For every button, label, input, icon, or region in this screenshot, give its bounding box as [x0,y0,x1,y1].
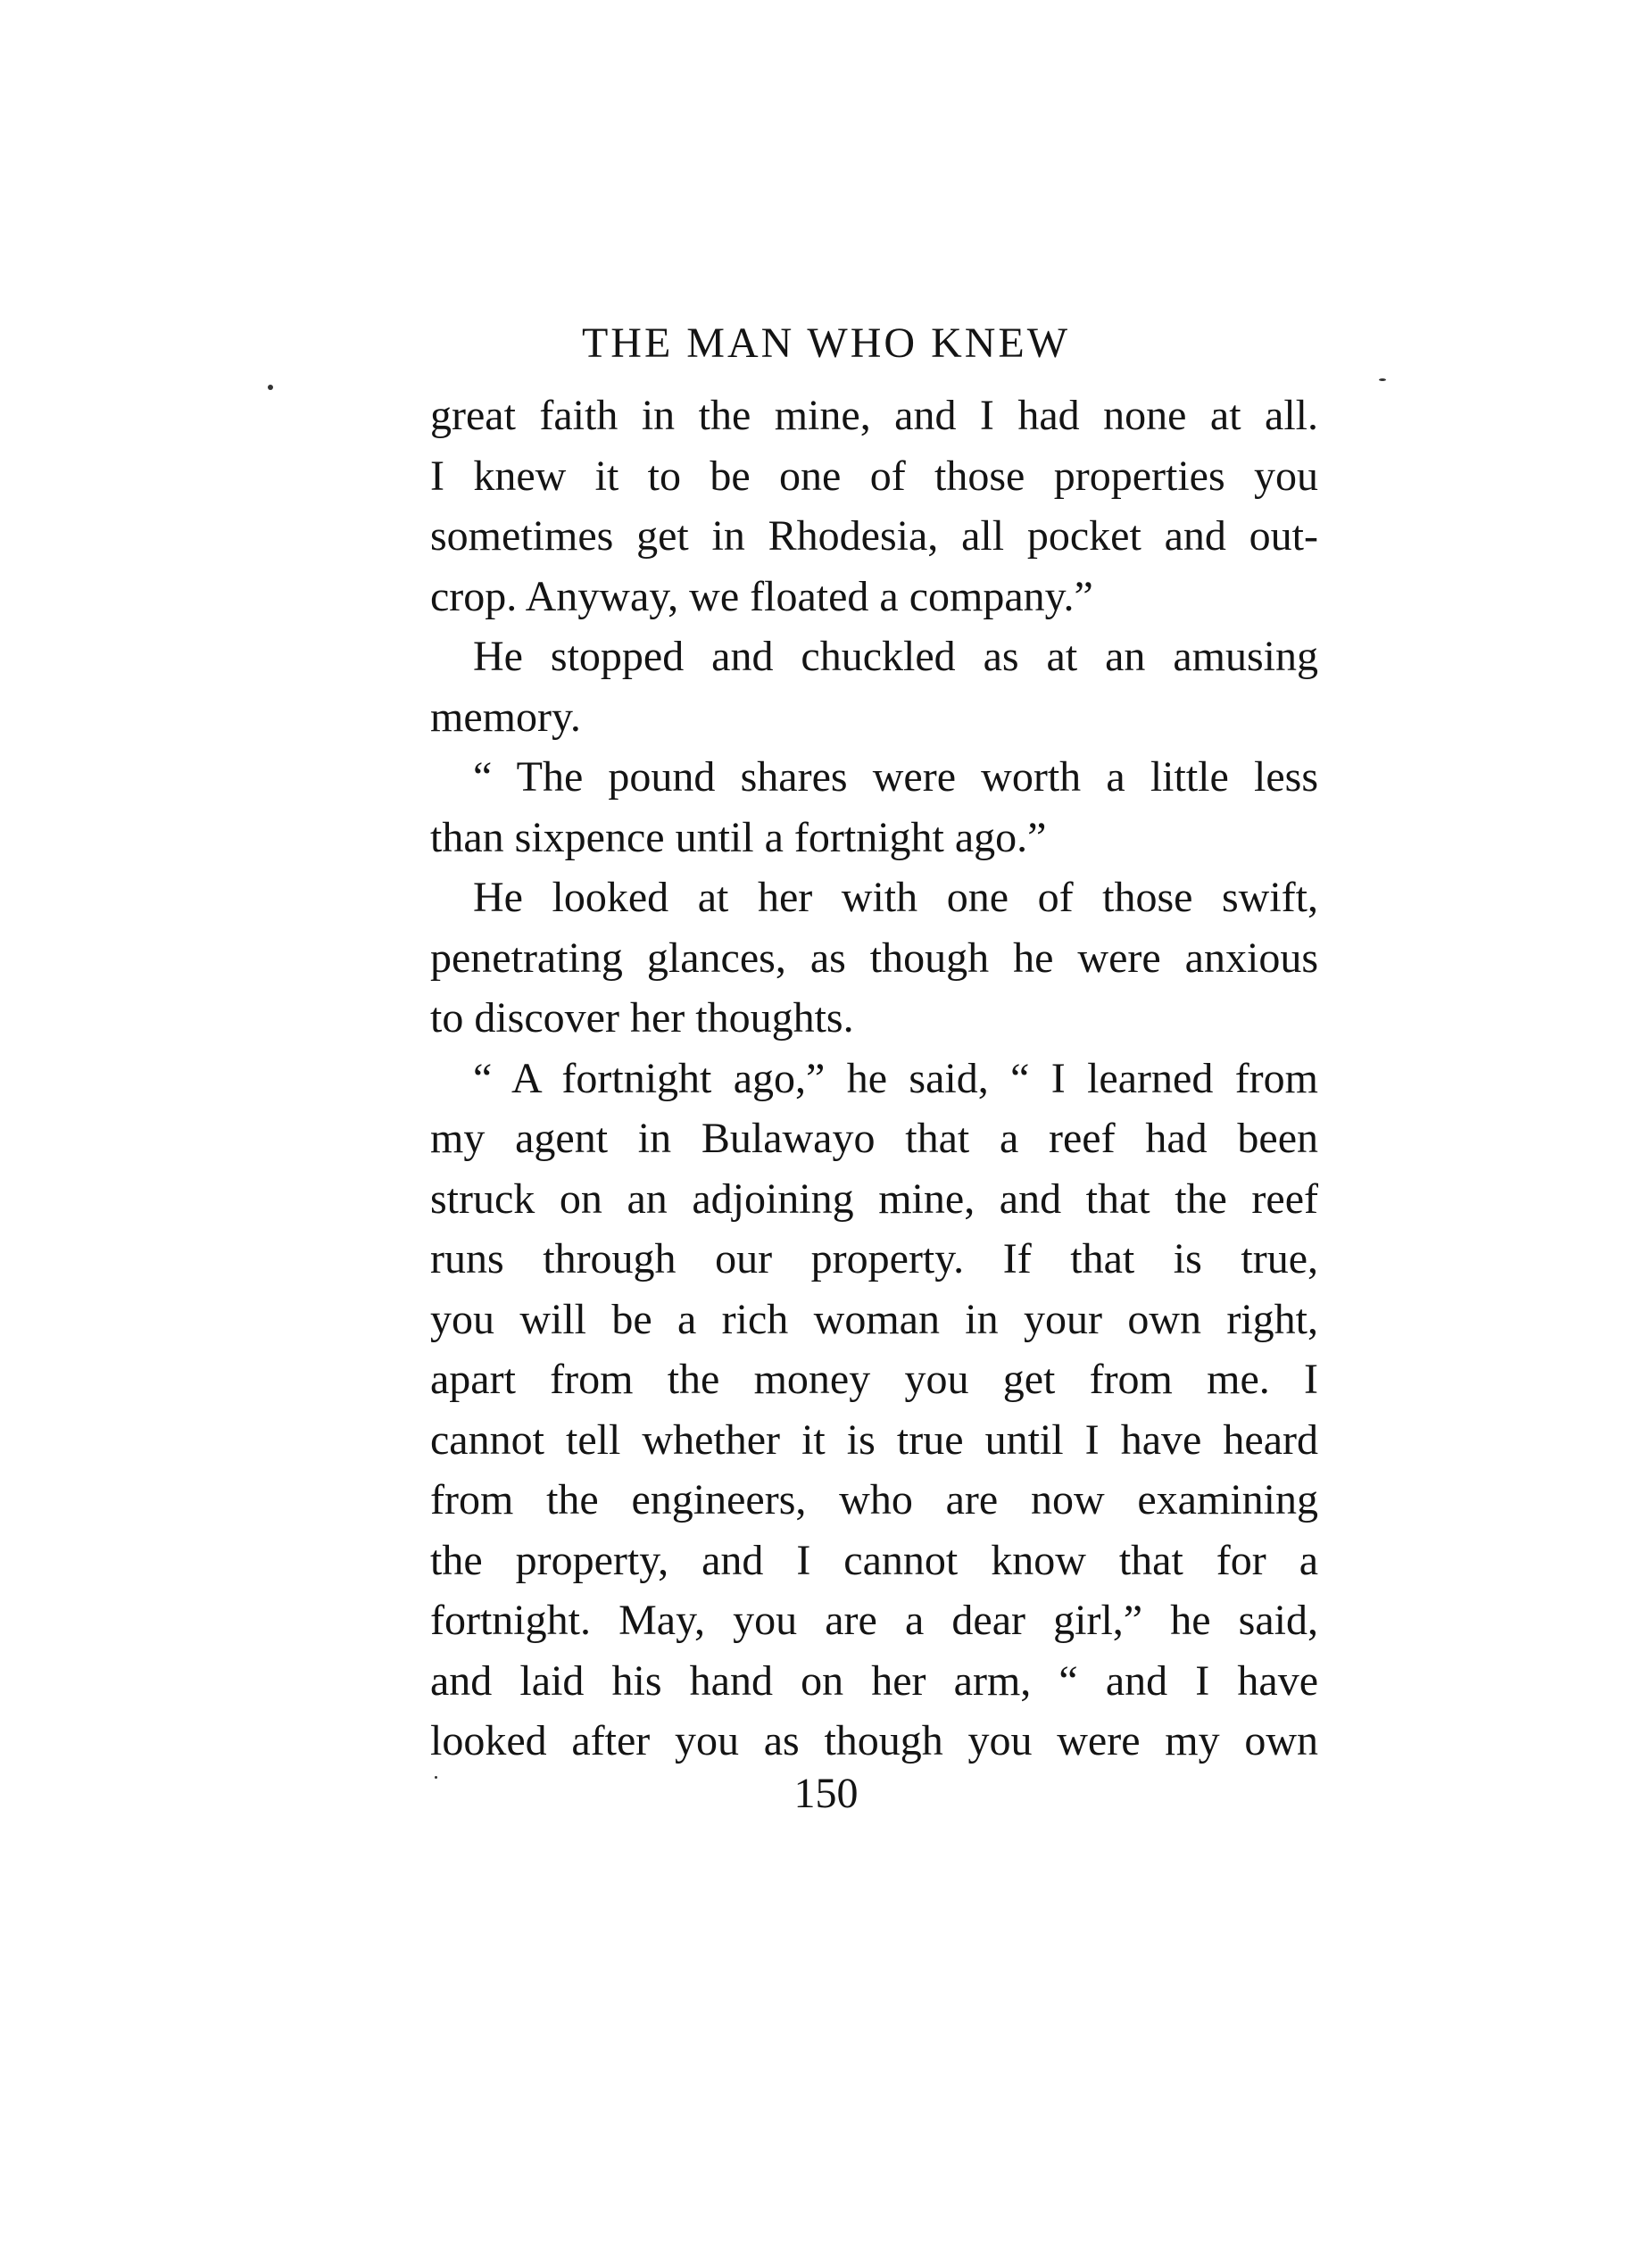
text-line: looked after you as though you were my own [430,1717,1318,1764]
text-line: you will be a rich woman in your own right, [430,1295,1318,1343]
text-line: great faith in the mine, and I had none at all. [430,392,1318,439]
text-line: to discover her thoughts. [430,994,854,1042]
text-line: He stopped and chuckled as at an amusing [473,633,1318,680]
running-head: THE MAN WHO KNEW [581,320,1071,367]
text-line: apart from the money you get from me. I [430,1356,1318,1403]
text-line: from the engineers, who are now examining [430,1476,1318,1523]
text-line: “ A fortnight ago,” he said, “ I learned from [473,1054,1318,1102]
paragraph [430,386,1318,627]
margin-speck [268,385,273,390]
paragraph [430,627,1318,747]
text-line: penetrating glances, as though he were anxious [430,934,1318,982]
text-line: runs through our property. If that is true, [430,1235,1318,1282]
paragraph [430,1049,1318,1772]
margin-speck [435,1776,437,1779]
text-line: sometimes get in Rhodesia, all pocket and out- [430,512,1318,560]
text-line: fortnight. May, you are a dear girl,” he said, [430,1597,1318,1644]
text-line: my agent in Bulawayo that a reef had been [430,1115,1318,1162]
text-line: cannot tell whether it is true until I have heard [430,1415,1318,1464]
text-line: memory. [430,693,581,741]
body-text [430,386,1318,1772]
text-line: and laid his hand on her arm, “ and I have [430,1656,1318,1705]
text-line: than sixpence until a fortnight ago.” [430,813,1047,861]
text-line: I knew it to be one of those properties you [430,452,1318,500]
paragraph [430,747,1318,867]
text-line: “ The pound shares were worth a little less [473,753,1318,801]
text-line: He looked at her with one of those swift, [473,874,1318,921]
paragraph [430,867,1318,1049]
text-line: struck on an adjoining mine, and that the reef [430,1175,1318,1223]
margin-speck [1379,378,1386,381]
page-number: 150 [793,1770,859,1817]
text-line: the property, and I cannot know that for a [430,1536,1318,1584]
text-line: crop. Anyway, we floated a company.” [430,572,1093,620]
